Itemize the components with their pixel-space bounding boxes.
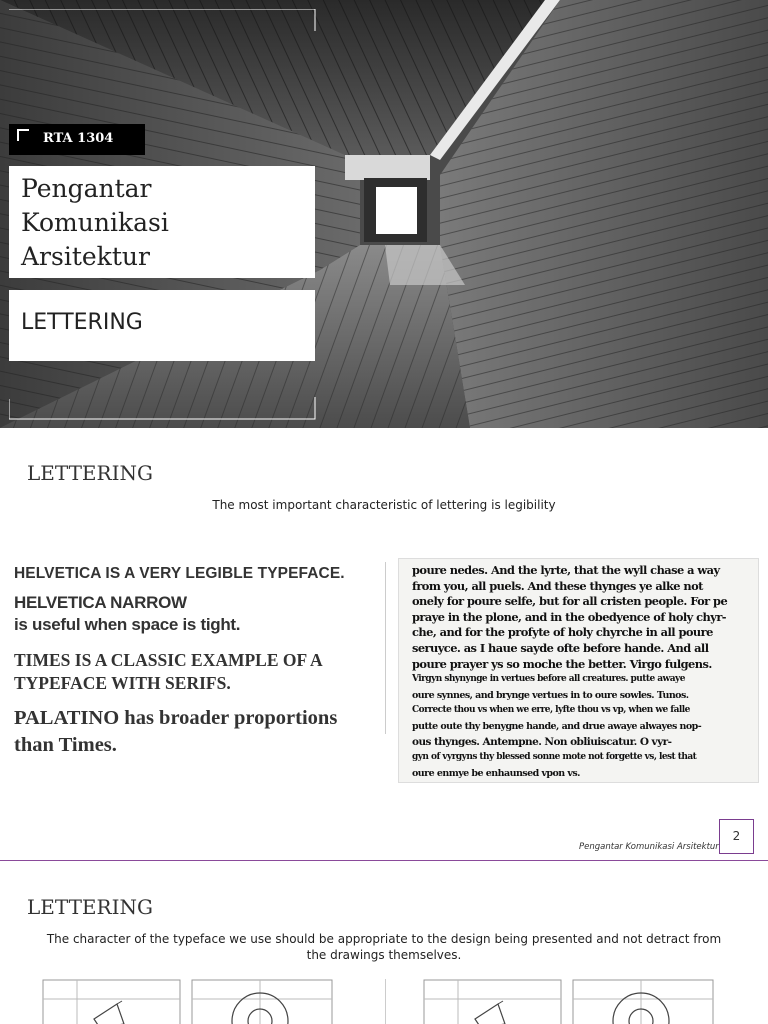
times-sample: TIMES IS A CLASSIC EXAMPLE OF A TYPEFACE WITH SERIFS.: [14, 650, 322, 693]
corner-tick-icon: [17, 129, 29, 141]
blackletter-line: putte oute thy benygne hande, and drue awaye alwayes nop-: [412, 720, 702, 732]
slide-caption: The most important characteristic of lettering is legibility: [212, 498, 556, 512]
slide-footer: Pengantar Komunikasi Arsitektur: [579, 842, 719, 852]
blackletter-line: che, and for the profyte of holy chyrche in all poure: [412, 625, 713, 640]
blackletter-sample: [398, 558, 759, 783]
blackletter-line: oure synnes, and brynge vertues in to oure sowles. Tunos.: [412, 689, 689, 701]
title-line: Pengantar: [21, 174, 152, 203]
blackletter-line: gyn of vyrgyns thy blessed sonne mote not forgette vs, lest that: [412, 752, 697, 763]
blackletter-line: Virgyn shynynge in vertues before all creatures. putte awaye: [412, 674, 685, 685]
blackletter-line: Correcte thou vs when we erre, lyfte thou vs vp, when we falle: [412, 705, 690, 716]
title-slide: [0, 0, 768, 428]
title-line: Komunikasi: [21, 208, 169, 237]
slide-heading: LETTERING: [27, 895, 153, 919]
blackletter-line: poure nedes. And the lyrte, that the wyll chase a way: [412, 563, 720, 577]
blackletter-line: poure prayer ys so moche the better. Virgo fulgens.: [412, 656, 712, 671]
title-line: Arsitektur: [21, 242, 150, 271]
helvetica-narrow-sample: HELVETICA NARROW: [14, 593, 187, 612]
architectural-drawing-left: [42, 979, 334, 1024]
subtitle-box: [9, 290, 315, 361]
presentation-title: [21, 172, 311, 274]
lettering-slide: [0, 428, 768, 862]
slide-heading: LETTERING: [27, 461, 153, 485]
helvetica-sample: HELVETICA IS A VERY LEGIBLE TYPEFACE.: [14, 565, 345, 582]
blackletter-line: from you, all puels. And these thynges ye alke not: [412, 578, 703, 593]
lettering-slide-2: [0, 862, 768, 1024]
title-box: [9, 166, 315, 278]
blackletter-line: seruyce. as I haue sayde ofte before hande. And all: [412, 640, 709, 655]
presentation-subtitle: LETTERING: [21, 310, 143, 335]
blackletter-line: oure enmye be enhaunsed vpon vs.: [412, 767, 580, 779]
blackletter-line: ous thynges. Antempne. Non obliuiscatur. O vyr-: [412, 735, 672, 748]
column-divider: [385, 979, 386, 1024]
page-number: 2: [719, 819, 754, 854]
course-code-badge: [9, 124, 145, 155]
course-code: RTA 1304: [43, 131, 114, 146]
column-divider: [385, 562, 386, 734]
helvetica-narrow-note: is useful when space is tight.: [14, 615, 241, 634]
palatino-sample: PALATINO has broader proportions than Times.: [14, 707, 338, 756]
blackletter-line: onely for poure selfe, but for all cristen people. For pe: [412, 594, 728, 609]
slide-caption: The character of the typeface we use should be appropriate to the design being presented and not detract from the drawings themselves.: [46, 932, 722, 962]
footer-divider: [0, 860, 768, 861]
architectural-drawing-right: [423, 979, 715, 1024]
typeface-samples: [14, 565, 382, 759]
blackletter-line: praye in the plone, and in the obedyence of holy chyr-: [412, 609, 726, 624]
